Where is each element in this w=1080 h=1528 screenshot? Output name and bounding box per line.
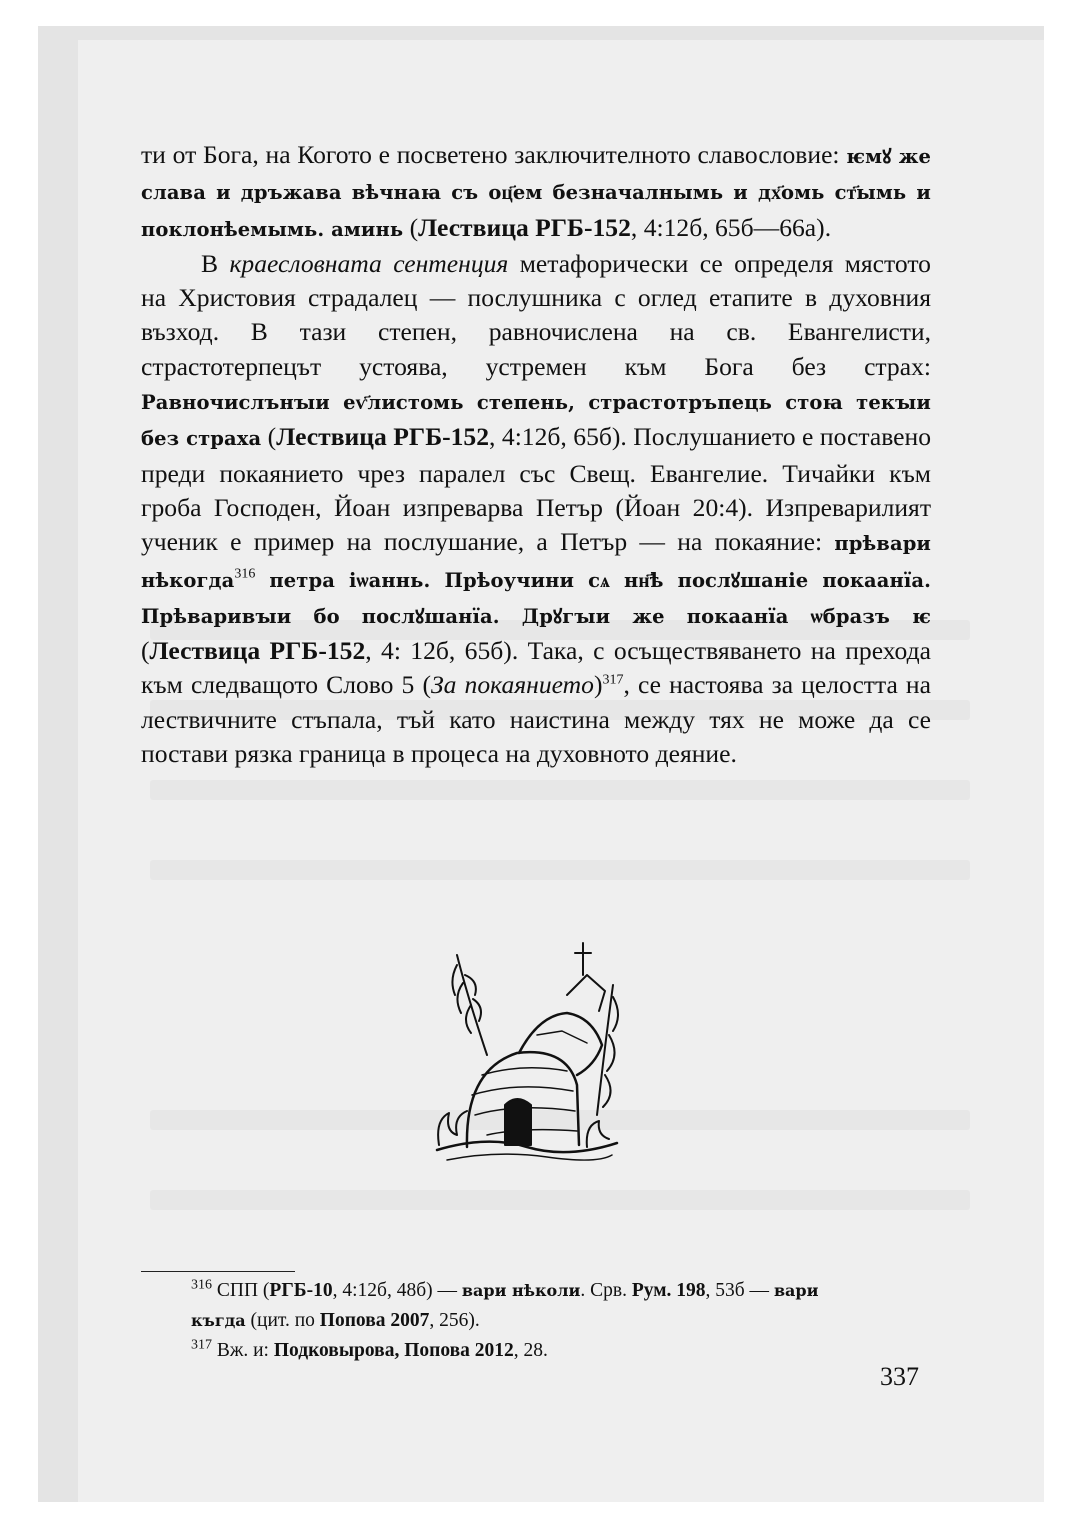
church-slavonic-quote: петра іѡаннь. Прѣоучини сѧ нн҃ѣ послꙋшаніе покаанїа. Прѣваривꙑи бо послꙋшанїа. Дрꙋгꙑи же покаанїа ѡбразъ ѥ [141, 568, 931, 628]
emphasis: За покаянието [430, 670, 594, 700]
emphasis: краесловната сентенция [229, 248, 509, 278]
church-slavonic-quote: прѣвари нѣкогда [141, 532, 931, 592]
source-reference: Лествица РГБ-152 [418, 212, 631, 242]
main-text [141, 138, 931, 771]
footnote-317: $^{317}$ Вж. и: Подковырова, Попова 2012, 28. [191, 1337, 548, 1361]
page-number: 337 [880, 1362, 919, 1391]
show-through [150, 780, 970, 800]
footnote-ref-317[interactable]: 317 [602, 672, 624, 688]
footnote-316: $^{316}$ СПП (РГБ-10, 4:12б, 48б) — вари нѣколи. Срв. Рум. 198, 53б — вари къгда (цит. по Попова 2007, 256). [191, 1277, 819, 1331]
show-through [150, 860, 970, 880]
church-slavonic-quote: Равночислънꙑи еѵ҃листомь степень, страстотръпець стоꙗ текꙑи без страха [141, 391, 931, 451]
paragraph-1: ти от Бога, на Когото е посветено заключителното славословие: ѥмꙋ же слава и дръжава вѣчнаꙗ съ оц҃ем безначалнымь и дх҃омь ст҃ымь и поклонѣемымь. аминь (Лествица РГБ-152, 4:12б, 65б—66а). [141, 140, 931, 242]
show-through [150, 1190, 970, 1210]
source-reference: Лествица РГБ-152 [276, 422, 490, 452]
footnotes [141, 1276, 931, 1366]
source-reference: Лествица РГБ-152 [149, 636, 366, 666]
hermit-cell-illustration [427, 935, 627, 1175]
footnote-ref-316[interactable]: 316 [234, 566, 256, 582]
paragraph-2: В краесловната сентенция метафорически се определя мястото на Христовия страдалец — послушника с оглед етапите в духовния възход. В тази степен, равночислена на св. Евангелисти, страстотерпецът устоява, устремен към Бога без страх: Равночислънꙑи еѵ҃листомь степень, страстотръпець стоꙗ текꙑи без страха (Лествица РГБ-152, 4:12б, 65б). Послушанието е поставено преди покаянието чрез паралел със Свещ. Евангелие. Тичайки към гроба Господен, Йоан изпреварва Петър (Йоан 20:4). Изпреварилият ученик е пример на послушание, а Петър — на покаяние: прѣвари нѣкогда$^{316}$ петра іѡаннь. Прѣоучини сѧ нн҃ѣ послꙋшаніе покаанїа. Прѣваривꙑи бо послꙋшанїа. Дрꙋгꙑи же покаанїа ѡбразъ ѥ (Лествица РГБ-152, 4: 12б, 65б). Така, с осъществяването на прехода към следващото Слово 5 (За покаянието)$^{317}$, се настоява за целостта на лествичните стъпала, тъй като наистина между тях не може да се постави рязка граница в процеса на духовното деяние. [141, 248, 932, 769]
church-slavonic-quote: ѥмꙋ же слава и дръжава вѣчнаꙗ съ оц҃ем безначалнымь и дх҃омь ст҃ымь и поклонѣемымь. аминь [141, 145, 931, 241]
footnote-separator [141, 1271, 295, 1272]
